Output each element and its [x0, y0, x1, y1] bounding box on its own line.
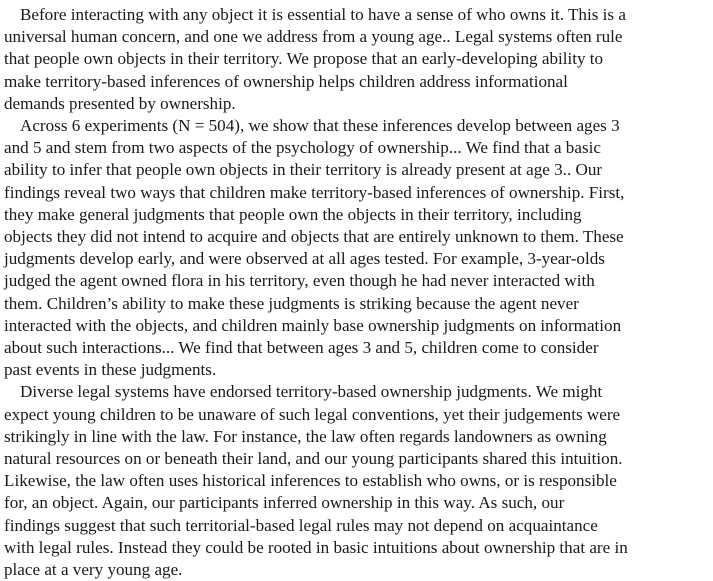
text-line: for, an object. Again, our participants inferred ownership in this way. As such, our: [4, 493, 565, 513]
text-line: findings suggest that such territorial-based legal rules may not depend on acquaintance: [4, 515, 598, 535]
text-line: about such interactions... We find that between ages 3 and 5, children come to consider: [4, 338, 599, 358]
text-line: them. Children’s ability to make these judgments is striking because the agent never: [4, 293, 579, 313]
text-line: judgments develop early, and were observed at all ages tested. For example, 3-year-olds: [4, 249, 605, 269]
paragraph-2: [4, 115, 709, 381]
text-line: past events in these judgments.: [4, 360, 217, 380]
paragraph-1: [4, 4, 709, 115]
text-line: expect young children to be unaware of such legal conventions, yet their judgements were: [4, 404, 621, 424]
text-line: universal human concern, and one we address from a young age.. Legal systems often rule: [4, 27, 623, 47]
text-line: Before interacting with any object it is essential to have a sense of who owns it. This is a: [20, 5, 626, 24]
text-line: objects they did not intend to acquire and objects that are entirely unknown to them. These: [4, 227, 624, 247]
text-line: make territory-based inferences of ownership helps children address informational: [4, 71, 568, 91]
text-line: interacted with the objects, and children mainly base ownership judgments on information: [4, 315, 622, 335]
text-line: findings reveal two ways that children make territory-based inferences of ownership. First,: [4, 182, 625, 202]
text-line: ability to infer that people own objects in their territory is already present at age 3.. Our: [4, 160, 603, 180]
text-line: Diverse legal systems have endorsed territory-based ownership judgments. We might: [20, 382, 603, 402]
text-line: with legal rules. Instead they could be rooted in basic intuitions about ownership that are in: [4, 537, 628, 557]
paragraph-3: [4, 381, 709, 581]
text-line: they make general judgments that people own the objects in their territory, including: [4, 204, 582, 224]
text-line: strikingly in line with the law. For instance, the law often regards landowners as owning: [4, 426, 607, 446]
text-line: judged the agent owned flora in his territory, even though he had never interacted with: [4, 271, 595, 291]
text-line: demands presented by ownership.: [4, 93, 236, 113]
text-line: Likewise, the law often uses historical inferences to establish who owns, or is responsible: [4, 471, 617, 491]
text-line: natural resources on or beneath their land, and our young participants shared this intuition.: [4, 449, 623, 469]
text-line: place at a very young age.: [4, 560, 183, 580]
text-line: that people own objects in their territory. We propose that an early-developing ability to: [4, 49, 604, 69]
text-line: Across 6 experiments (N = 504), we show that these inferences develop between ages 3: [20, 116, 620, 136]
text-line: and 5 and stem from two aspects of the psychology of ownership... We find that a basic: [4, 138, 601, 158]
